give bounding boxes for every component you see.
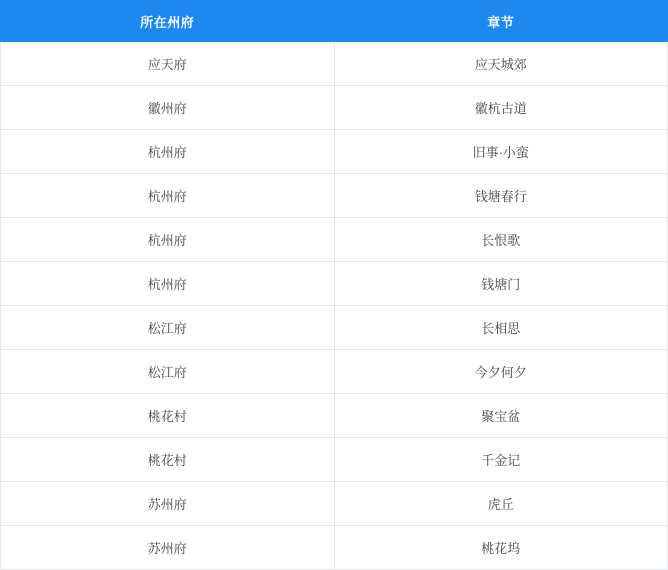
cell-chapter: 旧事·小蛮 [334,130,668,174]
cell-region: 苏州府 [1,526,335,570]
cell-region: 桃花村 [1,394,335,438]
table-row [1,394,668,438]
table-header [1,1,668,42]
cell-chapter: 今夕何夕 [334,350,668,394]
cell-region: 杭州府 [1,130,335,174]
table-row [1,262,668,306]
cell-chapter: 钱塘门 [334,262,668,306]
cell-region: 桃花村 [1,438,335,482]
table-row [1,526,668,570]
table-row [1,350,668,394]
cell-region: 杭州府 [1,262,335,306]
table-row [1,42,668,86]
cell-region: 杭州府 [1,174,335,218]
table-row [1,218,668,262]
table-row [1,438,668,482]
cell-region: 松江府 [1,350,335,394]
cell-chapter: 虎丘 [334,482,668,526]
cell-chapter: 长相思 [334,306,668,350]
cell-chapter: 长恨歌 [334,218,668,262]
cell-chapter: 千金记 [334,438,668,482]
table-header-row [1,1,668,42]
cell-region: 杭州府 [1,218,335,262]
cell-chapter: 徽杭古道 [334,86,668,130]
table-body [1,42,668,570]
cell-region: 苏州府 [1,482,335,526]
cell-region: 松江府 [1,306,335,350]
cell-chapter: 桃花坞 [334,526,668,570]
cell-region: 徽州府 [1,86,335,130]
table-row [1,482,668,526]
table-row [1,130,668,174]
column-header-region: 所在州府 [1,1,335,42]
cell-region: 应天府 [1,42,335,86]
column-header-chapter: 章节 [334,1,668,42]
cell-chapter: 钱塘春行 [334,174,668,218]
table-row [1,86,668,130]
table-row [1,306,668,350]
table-row [1,174,668,218]
cell-chapter: 应天城郊 [334,42,668,86]
cell-chapter: 聚宝盆 [334,394,668,438]
